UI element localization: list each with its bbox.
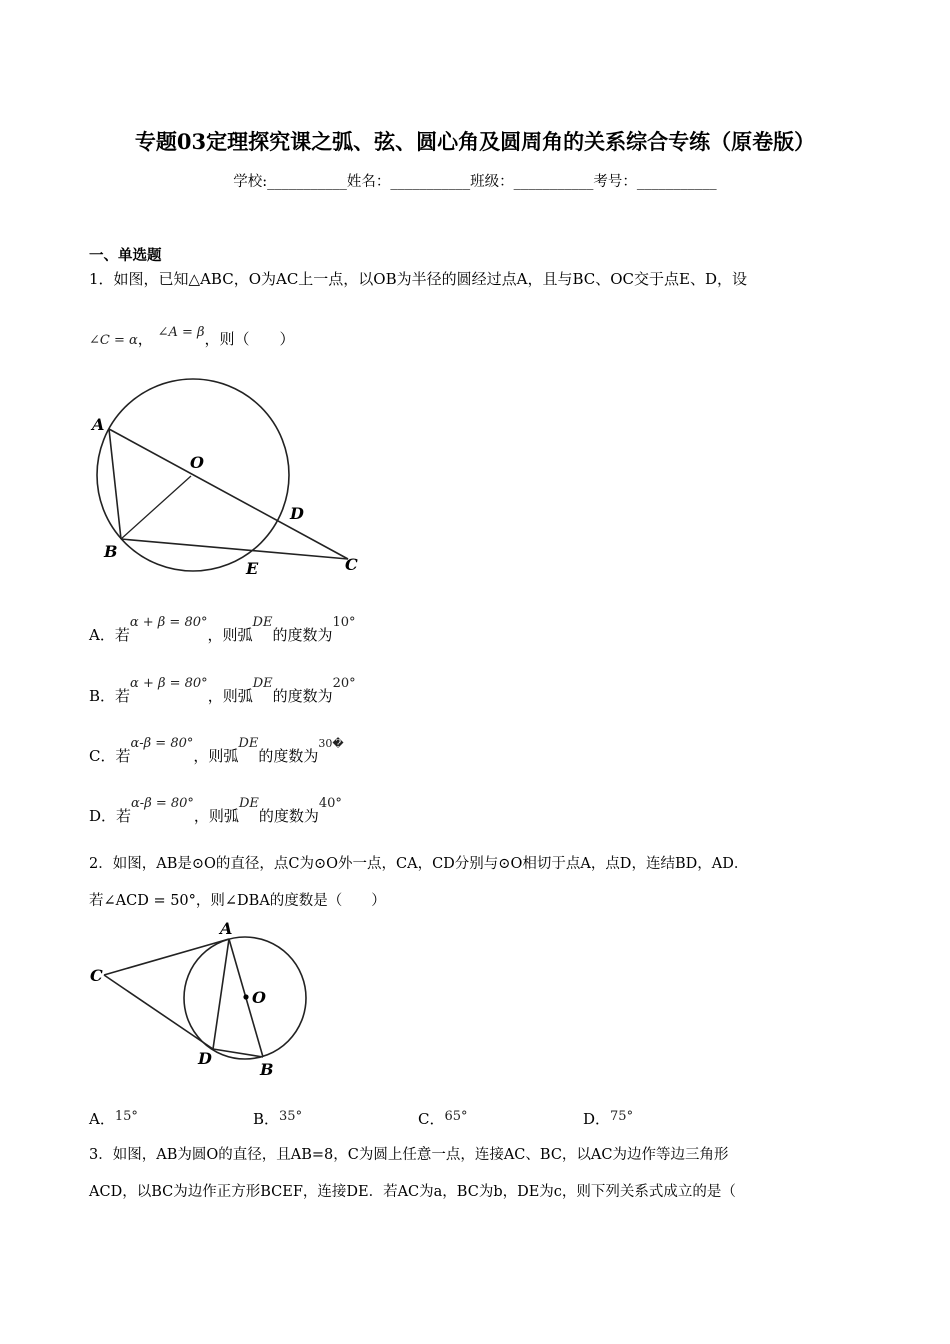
q2-line2: 若∠ACD = 50°，则∠DBA的度数是（ ） bbox=[89, 893, 386, 909]
option-text: 的度数为 bbox=[258, 747, 319, 765]
option-letter: A．若 bbox=[89, 626, 130, 644]
option-value: 65° bbox=[444, 1109, 468, 1124]
option-letter: D． bbox=[583, 1110, 611, 1128]
q1-segment-bc bbox=[121, 539, 348, 559]
q1-angle-a: ∠A = β bbox=[157, 325, 205, 340]
option-value: 35° bbox=[279, 1109, 303, 1124]
option-condition: α + β = 80° bbox=[130, 676, 208, 691]
q1-label-d: D bbox=[290, 504, 304, 523]
q1-segment-ab bbox=[109, 429, 121, 539]
option-arc: DE bbox=[238, 736, 259, 751]
q1-sep: ， bbox=[137, 330, 153, 348]
q2-label-b: B bbox=[260, 1060, 274, 1079]
q1-stem-end: ，则（ ） bbox=[204, 330, 295, 348]
option-answer: 20° bbox=[332, 676, 356, 691]
option-text: 的度数为 bbox=[258, 807, 319, 825]
q2-option-c[interactable] bbox=[418, 1108, 468, 1129]
q1-segment-ob bbox=[121, 476, 191, 539]
option-arc: DE bbox=[252, 615, 273, 630]
q2-center-dot bbox=[243, 994, 248, 999]
q1-figure bbox=[86, 372, 376, 584]
page-title: 专题03定理探究课之弧、弦、圆心角及圆周角的关系综合专练（原卷版） bbox=[134, 129, 816, 154]
q2-segment-ca bbox=[104, 939, 229, 975]
q2-figure bbox=[86, 918, 316, 1086]
q2-option-d[interactable] bbox=[583, 1108, 633, 1129]
section-heading: 一、单选题 bbox=[89, 247, 162, 264]
option-text: ，则弧 bbox=[207, 687, 253, 705]
option-text: 的度数为 bbox=[272, 626, 333, 644]
q3-line1: 3．如图，AB为圆O的直径，且AB=8，C为圆上任意一点，连接AC、BC，以AC为边作等边三角形 bbox=[89, 1147, 729, 1163]
option-letter: A． bbox=[89, 1110, 115, 1128]
option-letter: D．若 bbox=[89, 807, 132, 825]
q2-line1: 2．如图，AB是⊙O的直径，点C为⊙O外一点，CA，CD分别与⊙O相切于点A，点D，连结BD，AD． bbox=[89, 856, 749, 872]
option-letter: C．若 bbox=[89, 747, 131, 765]
student-info-line: 学校:___________姓名：___________班级：___________考号：___________ bbox=[233, 174, 717, 190]
q2-segment-cd bbox=[104, 975, 213, 1049]
option-answer: 30� bbox=[318, 737, 344, 750]
option-answer: 10° bbox=[332, 615, 356, 630]
option-letter: C． bbox=[418, 1110, 445, 1128]
option-text: ，则弧 bbox=[193, 747, 239, 765]
q1-option-b[interactable] bbox=[89, 676, 356, 706]
option-text: ，则弧 bbox=[207, 626, 253, 644]
q1-option-c[interactable] bbox=[89, 736, 344, 766]
q1-angle-c: ∠C = α bbox=[89, 333, 138, 348]
q1-line2 bbox=[89, 325, 295, 349]
q1-label-c: C bbox=[345, 555, 358, 574]
option-condition: α + β = 80° bbox=[129, 615, 208, 630]
q1-segment-ac bbox=[109, 429, 348, 559]
q2-label-d: D bbox=[198, 1049, 212, 1068]
q1-label-o: O bbox=[190, 453, 204, 472]
q2-segment-ad bbox=[213, 939, 229, 1049]
option-text: 的度数为 bbox=[272, 687, 333, 705]
option-condition: α-β = 80° bbox=[130, 736, 194, 751]
q2-option-b[interactable] bbox=[253, 1108, 302, 1129]
q1-line1: 1．如图，已知△ABC，O为AC上一点，以OB为半径的圆经过点A，且与BC、OC交于点E、D，设 bbox=[89, 270, 747, 288]
option-letter: B．若 bbox=[89, 687, 131, 705]
q2-label-c: C bbox=[90, 966, 103, 985]
q1-label-e: E bbox=[246, 559, 259, 578]
option-arc: DE bbox=[252, 676, 273, 691]
option-value: 75° bbox=[610, 1109, 634, 1124]
q2-label-a: A bbox=[220, 919, 233, 938]
option-letter: B． bbox=[253, 1110, 280, 1128]
q1-label-b: B bbox=[104, 542, 118, 561]
option-condition: α-β = 80° bbox=[131, 796, 194, 811]
option-value: 15° bbox=[114, 1109, 138, 1124]
q1-label-a: A bbox=[92, 415, 105, 434]
q2-label-o: O bbox=[252, 988, 266, 1007]
q2-option-a[interactable] bbox=[89, 1108, 138, 1129]
q1-option-a[interactable] bbox=[89, 615, 356, 645]
q3-line2: ACD，以BC为边作正方形BCEF，连接DE．若AC为a，BC为b，DE为c，则下列关系式成立的是（ bbox=[89, 1184, 736, 1200]
option-text: ，则弧 bbox=[193, 807, 239, 825]
option-arc: DE bbox=[238, 796, 259, 811]
option-answer: 40° bbox=[318, 796, 342, 811]
q1-option-d[interactable] bbox=[89, 796, 342, 826]
